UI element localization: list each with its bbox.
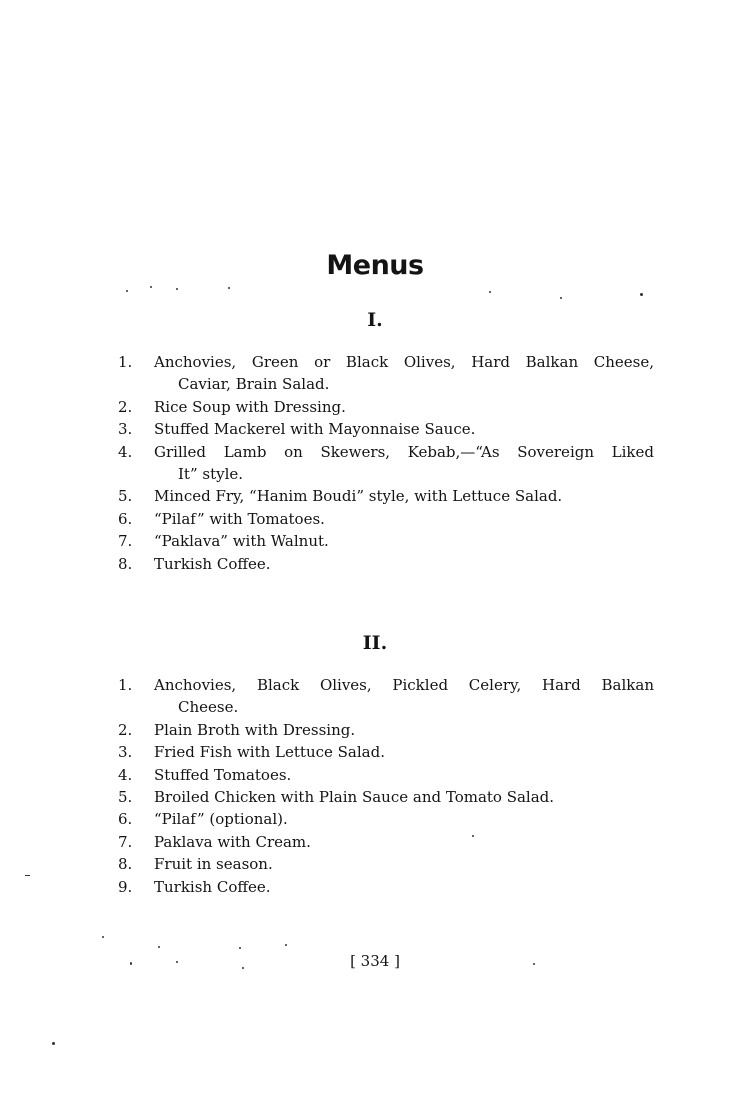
list-item: [118, 351, 658, 396]
menu-heading-2: II.: [362, 632, 388, 654]
menu-list-1: [118, 351, 658, 575]
item-text: Turkish Coffee.: [154, 877, 271, 896]
item-text: Broiled Chicken with Plain Sauce and Tomato Salad.: [154, 788, 555, 807]
item-text: Anchovies, Black Olives, Pickled Celery, Hard Balkan: [154, 676, 654, 694]
item-number: 9.: [118, 877, 133, 896]
item-text: Plain Broth with Dressing.: [154, 720, 356, 739]
item-text: Turkish Coffee.: [154, 554, 271, 573]
page-title: Menus: [326, 250, 424, 281]
item-text: Fried Fish with Lettuce Salad.: [154, 743, 385, 762]
item-text: “Pilaf” (optional).: [154, 810, 288, 829]
list-item: [118, 485, 658, 507]
scan-speck: [285, 944, 287, 946]
item-number: 4.: [118, 765, 133, 784]
item-text: Paklava with Cream.: [154, 832, 311, 851]
scan-speck: [126, 290, 128, 292]
item-text-continued: Caviar, Brain Salad.: [178, 375, 330, 394]
list-item: [118, 831, 658, 853]
list-item: [118, 553, 658, 575]
item-text-continued: Cheese.: [178, 698, 239, 717]
item-text: “Pilaf” with Tomatoes.: [154, 509, 325, 528]
item-number: 8.: [118, 855, 133, 874]
list-item: [118, 508, 658, 530]
scan-speck: [242, 967, 244, 969]
scan-speck: [158, 946, 160, 948]
item-text: Minced Fry, “Hanim Boudi” style, with Lettuce Salad.: [154, 487, 563, 506]
list-item: [118, 674, 658, 719]
list-item: [118, 396, 658, 418]
scan-speck: [176, 288, 178, 290]
scan-speck: [52, 1042, 55, 1045]
item-number: 7.: [118, 832, 133, 851]
list-item: [118, 853, 658, 875]
item-text-continued: It” style.: [178, 465, 244, 484]
item-number: 6.: [118, 509, 133, 528]
scan-speck: [150, 286, 152, 288]
list-item: [118, 808, 658, 830]
item-number: 5.: [118, 487, 133, 506]
scan-speck: [560, 297, 562, 299]
item-number: 6.: [118, 810, 133, 829]
item-text: Anchovies, Green or Black Olives, Hard Balkan Cheese,: [154, 353, 654, 371]
scan-speck: [130, 962, 132, 965]
list-item: [118, 876, 658, 898]
item-text: Grilled Lamb on Skewers, Kebab,—“As Sovereign Liked: [154, 442, 654, 461]
item-number: 2.: [118, 397, 133, 416]
scan-speck: [25, 875, 30, 876]
list-item: [118, 418, 658, 440]
item-number: 1.: [118, 676, 133, 694]
menu-list-2: [118, 674, 658, 898]
item-text: Fruit in season.: [154, 855, 273, 874]
scan-speck: [102, 936, 104, 938]
item-number: 3.: [118, 743, 133, 762]
list-item: [118, 530, 658, 552]
item-number: 1.: [118, 353, 133, 371]
item-number: 7.: [118, 532, 133, 551]
list-item: [118, 764, 658, 786]
list-item: [118, 786, 658, 808]
scan-speck: [640, 293, 643, 296]
page-number: [ 334 ]: [350, 952, 400, 970]
list-item: [118, 741, 658, 763]
scan-speck: [472, 835, 474, 837]
item-text: Stuffed Mackerel with Mayonnaise Sauce.: [154, 420, 476, 439]
scan-speck: [228, 287, 230, 289]
item-text: “Paklava” with Walnut.: [154, 532, 329, 551]
scan-speck: [176, 961, 178, 963]
item-number: 8.: [118, 554, 133, 573]
item-text: Stuffed Tomatoes.: [154, 765, 292, 784]
item-number: 2.: [118, 720, 133, 739]
scan-speck: [239, 947, 241, 949]
scan-speck: [533, 963, 535, 965]
item-text: Rice Soup with Dressing.: [154, 397, 346, 416]
item-number: 3.: [118, 420, 133, 439]
item-number: 5.: [118, 788, 133, 807]
scan-speck: [489, 291, 491, 293]
list-item: [118, 441, 658, 486]
menu-heading-1: I.: [367, 309, 383, 331]
item-number: 4.: [118, 442, 133, 461]
list-item: [118, 719, 658, 741]
